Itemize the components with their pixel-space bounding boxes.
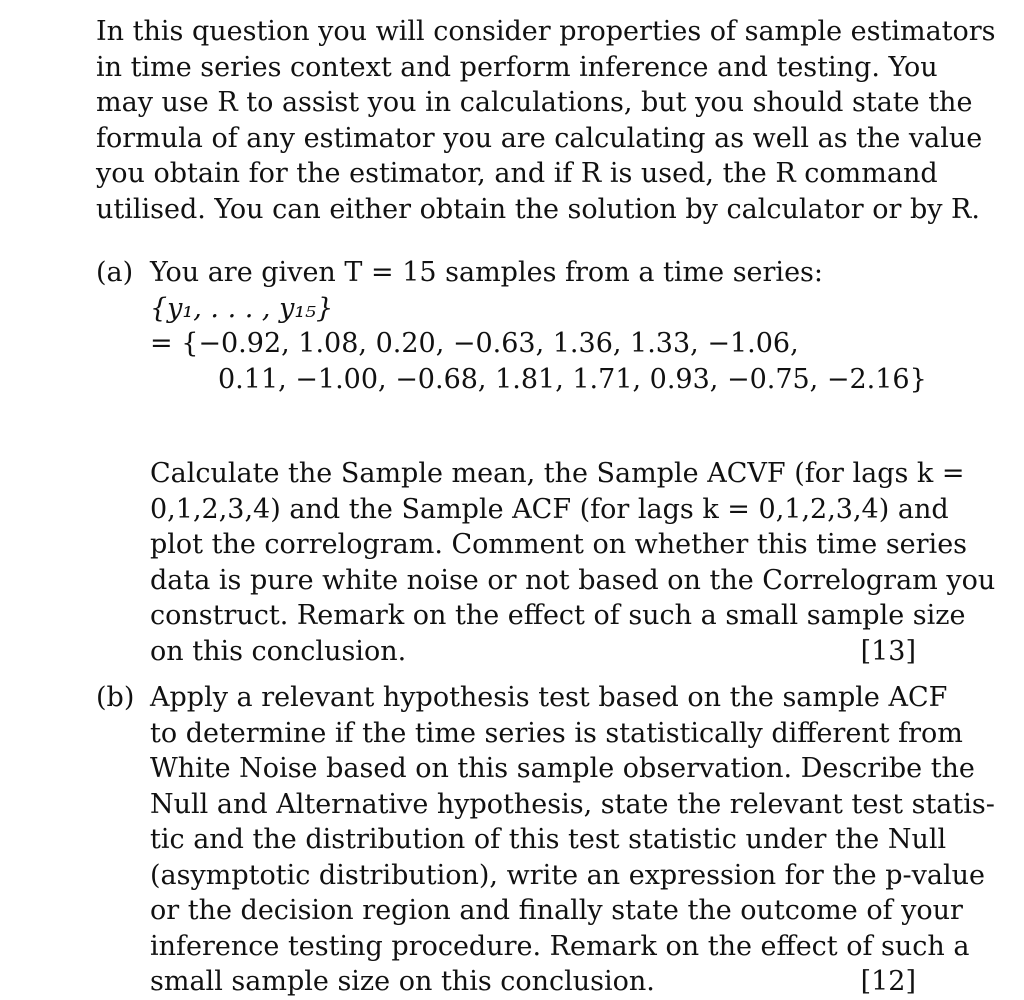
part-b-body-line-7: or the decision region and finally state the outcome of your bbox=[150, 895, 963, 926]
part-a-last-line: on this conclusion. bbox=[150, 635, 407, 667]
intro-line-2: in time series context and perform inference and testing. You bbox=[96, 51, 938, 83]
part-a-body-line-1: Calculate the Sample mean, the Sample ACVF (for lags k = bbox=[150, 458, 965, 489]
part-b-marks: [12] bbox=[860, 966, 916, 997]
part-a bbox=[96, 255, 927, 397]
part-b-last-row bbox=[150, 964, 916, 1000]
intro-line-5: you obtain for the estimator, and if R is used, the R command bbox=[96, 158, 938, 189]
intro-line-3: may use R to assist you in calculations, but you should state the bbox=[96, 87, 973, 118]
question-intro bbox=[96, 14, 996, 227]
part-a-body-line-2: 0,1,2,3,4) and the Sample ACF (for lags k = 0,1,2,3,4) and bbox=[150, 493, 949, 525]
intro-line-6: utilised. You can either obtain the solution by calculator or by R. bbox=[96, 193, 980, 225]
part-a-values-line-2: 0.11, −1.00, −0.68, 1.81, 1.71, 0.93, −0.75, −2.16} bbox=[218, 363, 927, 395]
intro-line-4: formula of any estimator you are calculating as well as the value bbox=[96, 122, 983, 154]
part-a-last-row bbox=[150, 634, 916, 670]
part-a-body-line-3: plot the correlogram. Comment on whether this time series bbox=[150, 529, 968, 560]
part-b bbox=[96, 680, 995, 1000]
part-a-given-line: You are given T = 15 samples from a time series: bbox=[150, 257, 823, 288]
part-b-last-line: small sample size on this conclusion. bbox=[150, 966, 655, 997]
part-b-body-line-2: to determine if the time series is statistically different from bbox=[150, 717, 963, 749]
part-b-body-line-3: White Noise based on this sample observation. Describe the bbox=[150, 753, 975, 784]
part-a-marks: [13] bbox=[860, 635, 916, 667]
part-b-body-line-4: Null and Alternative hypothesis, state the relevant test statis- bbox=[150, 788, 995, 820]
part-b-label: (b) bbox=[96, 682, 135, 713]
intro-line-1: In this question you will consider properties of sample estimators bbox=[96, 16, 996, 47]
question-page bbox=[96, 14, 996, 997]
part-a-label: (a) bbox=[96, 257, 134, 288]
part-a-body-line-4: data is pure white noise or not based on the Correlogram you bbox=[150, 564, 996, 596]
part-b-body-line-1: Apply a relevant hypothesis test based on the sample ACF bbox=[150, 682, 948, 713]
part-b-body-line-8: inference testing procedure. Remark on the effect of such a bbox=[150, 930, 970, 962]
part-a-instructions bbox=[96, 456, 996, 669]
part-b-body-line-6: (asymptotic distribution), write an expression for the p-value bbox=[150, 859, 985, 891]
part-a-set-name: {y₁, . . . , y₁₅} bbox=[150, 292, 334, 324]
part-a-values-line-1: = {−0.92, 1.08, 0.20, −0.63, 1.36, 1.33, −1.06, bbox=[150, 328, 799, 359]
part-b-body-line-5: tic and the distribution of this test statistic under the Null bbox=[150, 824, 947, 855]
part-a-body-line-5: construct. Remark on the effect of such a small sample size bbox=[150, 600, 966, 631]
